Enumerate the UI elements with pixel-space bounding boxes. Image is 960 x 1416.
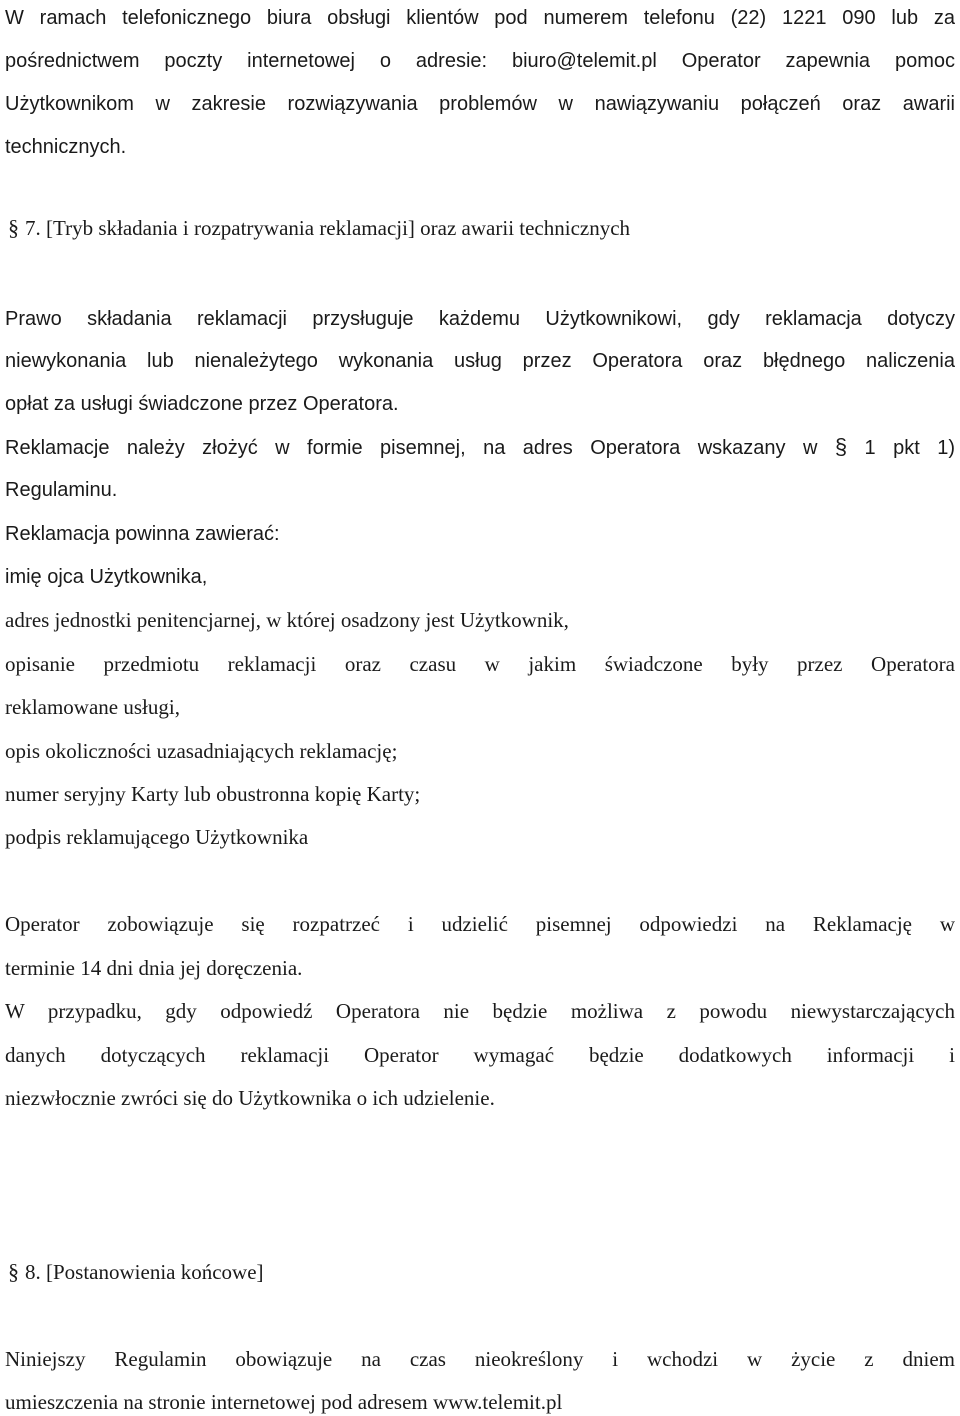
final-line-1: Niniejszy Regulamin obowiązuje na czas nieokreślony i wchodzi w życie z dniem (5, 1347, 955, 1371)
complaint-form-text: Reklamacje należy złożyć w formie pisemnej, na adres Operatora wskazany w (5, 437, 835, 459)
section-sign-icon: § (834, 434, 848, 459)
response-line-2: terminie 14 dni dnia jej doręczenia. (5, 956, 303, 980)
section-7-title: 7. [Tryb składania i rozpatrywania reklamacji] oraz awarii technicznych (25, 216, 631, 240)
section-8-title: 8. [Postanowienia końcowe] (25, 1260, 264, 1284)
section-sign-icon: § (8, 1259, 19, 1284)
complaint-item-6: podpis reklamującego Użytkownika (5, 825, 309, 849)
complaint-item-3: opisanie przedmiotu reklamacji oraz czasu w jakim świadczone były przez Operatora (5, 652, 955, 676)
section-7-heading (8, 214, 630, 242)
complaint-item-5: numer seryjny Karty lub obustronna kopię Karty; (5, 782, 421, 806)
response-line-3: W przypadku, gdy odpowiedź Operatora nie będzie możliwa z powodu niewystarczających (5, 999, 955, 1023)
intro-line-4: technicznych. (5, 136, 127, 158)
intro-line-3: Użytkownikom w zakresie rozwiązywania problemów w nawiązywaniu połączeń oraz awarii (5, 93, 955, 115)
complaint-contents-intro: Reklamacja powinna zawierać: (5, 523, 280, 545)
intro-line-1: W ramach telefonicznego biura obsługi klientów pod numerem telefonu (22) 1221 090 lub za (5, 7, 955, 29)
section-sign-icon: § (8, 215, 19, 240)
final-line-2: umieszczenia na stronie internetowej pod adresem www.telemit.pl (5, 1390, 563, 1414)
complaint-right-line-1: Prawo składania reklamacji przysługuje każdemu Użytkownikowi, gdy reklamacja dotyczy (5, 308, 955, 330)
response-line-4: danych dotyczących reklamacji Operator wymagać będzie dodatkowych informacji i (5, 1043, 955, 1067)
intro-line-2: pośrednictwem poczty internetowej o adresie: biuro@telemit.pl Operator zapewnia pomoc (5, 50, 955, 72)
complaint-item-3-cont: reklamowane usługi, (5, 695, 180, 719)
complaint-form-line-1 (5, 433, 955, 461)
complaint-right-line-3: opłat za usługi świadczone przez Operatora. (5, 393, 399, 415)
complaint-right-line-2: niewykonania lub nienależytego wykonania usług przez Operatora oraz błędnego naliczenia (5, 350, 955, 372)
response-line-5: niezwłocznie zwróci się do Użytkownika o ich udzielenie. (5, 1086, 495, 1110)
complaint-form-line-2: Regulaminu. (5, 479, 118, 501)
complaint-item-4: opis okoliczności uzasadniających reklamację; (5, 739, 398, 763)
complaint-item-1: imię ojca Użytkownika, (5, 566, 208, 588)
section-8-heading (8, 1258, 264, 1286)
complaint-item-2: adres jednostki penitencjarnej, w której osadzony jest Użytkownik, (5, 608, 569, 632)
complaint-form-ref: 1 pkt 1) (847, 437, 955, 459)
response-line-1: Operator zobowiązuje się rozpatrzeć i udzielić pisemnej odpowiedzi na Reklamację w (5, 912, 955, 936)
